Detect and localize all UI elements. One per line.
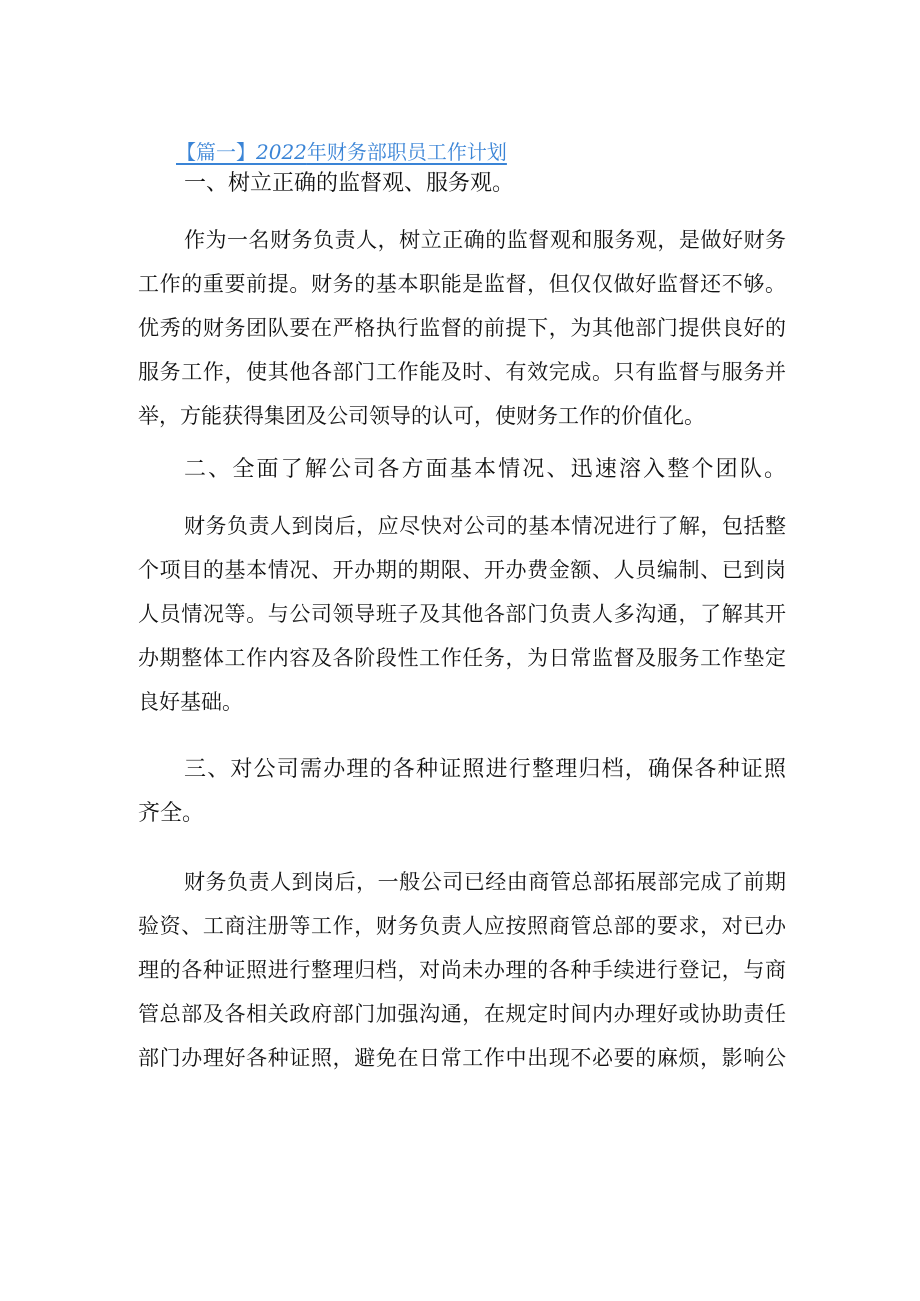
paragraph-line: 理的各种证照进行整理归档，对尚未办理的各种手续进行登记，与商 xyxy=(138,958,786,982)
section-heading-3 xyxy=(138,748,786,836)
heading-line: 齐全。 xyxy=(138,801,205,826)
section-heading-1 xyxy=(138,162,786,206)
paragraph-line: 人员情况等。与公司领导班子及其他各部门负责人多沟通，了解其开 xyxy=(138,602,786,626)
paragraph-line: 举，方能获得集团及公司领导的认可，使财务工作的价值化。 xyxy=(138,404,705,428)
paragraph-line: 验资、工商注册等工作，财务负责人应按照商管总部的要求，对已办 xyxy=(138,914,786,938)
paragraph-line: 工作的重要前提。财务的基本职能是监督，但仅仅做好监督还不够。 xyxy=(138,272,786,296)
paragraph-line: 服务工作，使其他各部门工作能及时、有效完成。只有监督与服务并 xyxy=(138,360,786,384)
paragraph-line: 个项目的基本情况、开办期的期限、开办费金额、人员编制、已到岗 xyxy=(138,558,786,582)
section-paragraph-1 xyxy=(138,218,786,438)
heading-line: 二、全面了解公司各方面基本情况、迅速溶入整个团队。 xyxy=(184,457,786,482)
section-heading-2 xyxy=(138,448,786,492)
title-year: 2022 xyxy=(256,140,307,164)
section-paragraph-2 xyxy=(138,504,786,724)
paragraph-line: 作为一名财务负责人，树立正确的监督观和服务观，是做好财务 xyxy=(184,228,786,252)
heading-line: 一、树立正确的监督观、服务观。 xyxy=(184,171,515,196)
paragraph-line: 财务负责人到岗后，应尽快对公司的基本情况进行了解，包括整 xyxy=(184,514,786,538)
paragraph-line: 办期整体工作内容及各阶段性工作任务，为日常监督及服务工作垫定 xyxy=(138,646,786,670)
paragraph-line: 部门办理好各种证照，避免在日常工作中出现不必要的麻烦，影响公 xyxy=(138,1046,786,1070)
paragraph-line: 良好基础。 xyxy=(138,690,243,714)
paragraph-line: 管总部及各相关政府部门加强沟通，在规定时间内办理好或协助责任 xyxy=(138,1002,786,1026)
title-bracket: 【篇一】 xyxy=(176,140,256,164)
section-paragraph-3 xyxy=(138,860,786,1080)
heading-line: 三、对公司需办理的各种证照进行整理归档，确保各种证照 xyxy=(184,757,786,782)
document-title-link[interactable] xyxy=(176,136,507,165)
paragraph-line: 财务负责人到岗后，一般公司已经由商管总部拓展部完成了前期 xyxy=(184,870,786,894)
paragraph-line: 优秀的财务团队要在严格执行监督的前提下，为其他部门提供良好的 xyxy=(138,316,786,340)
title-text: 年财务部职员工作计划 xyxy=(306,140,507,164)
